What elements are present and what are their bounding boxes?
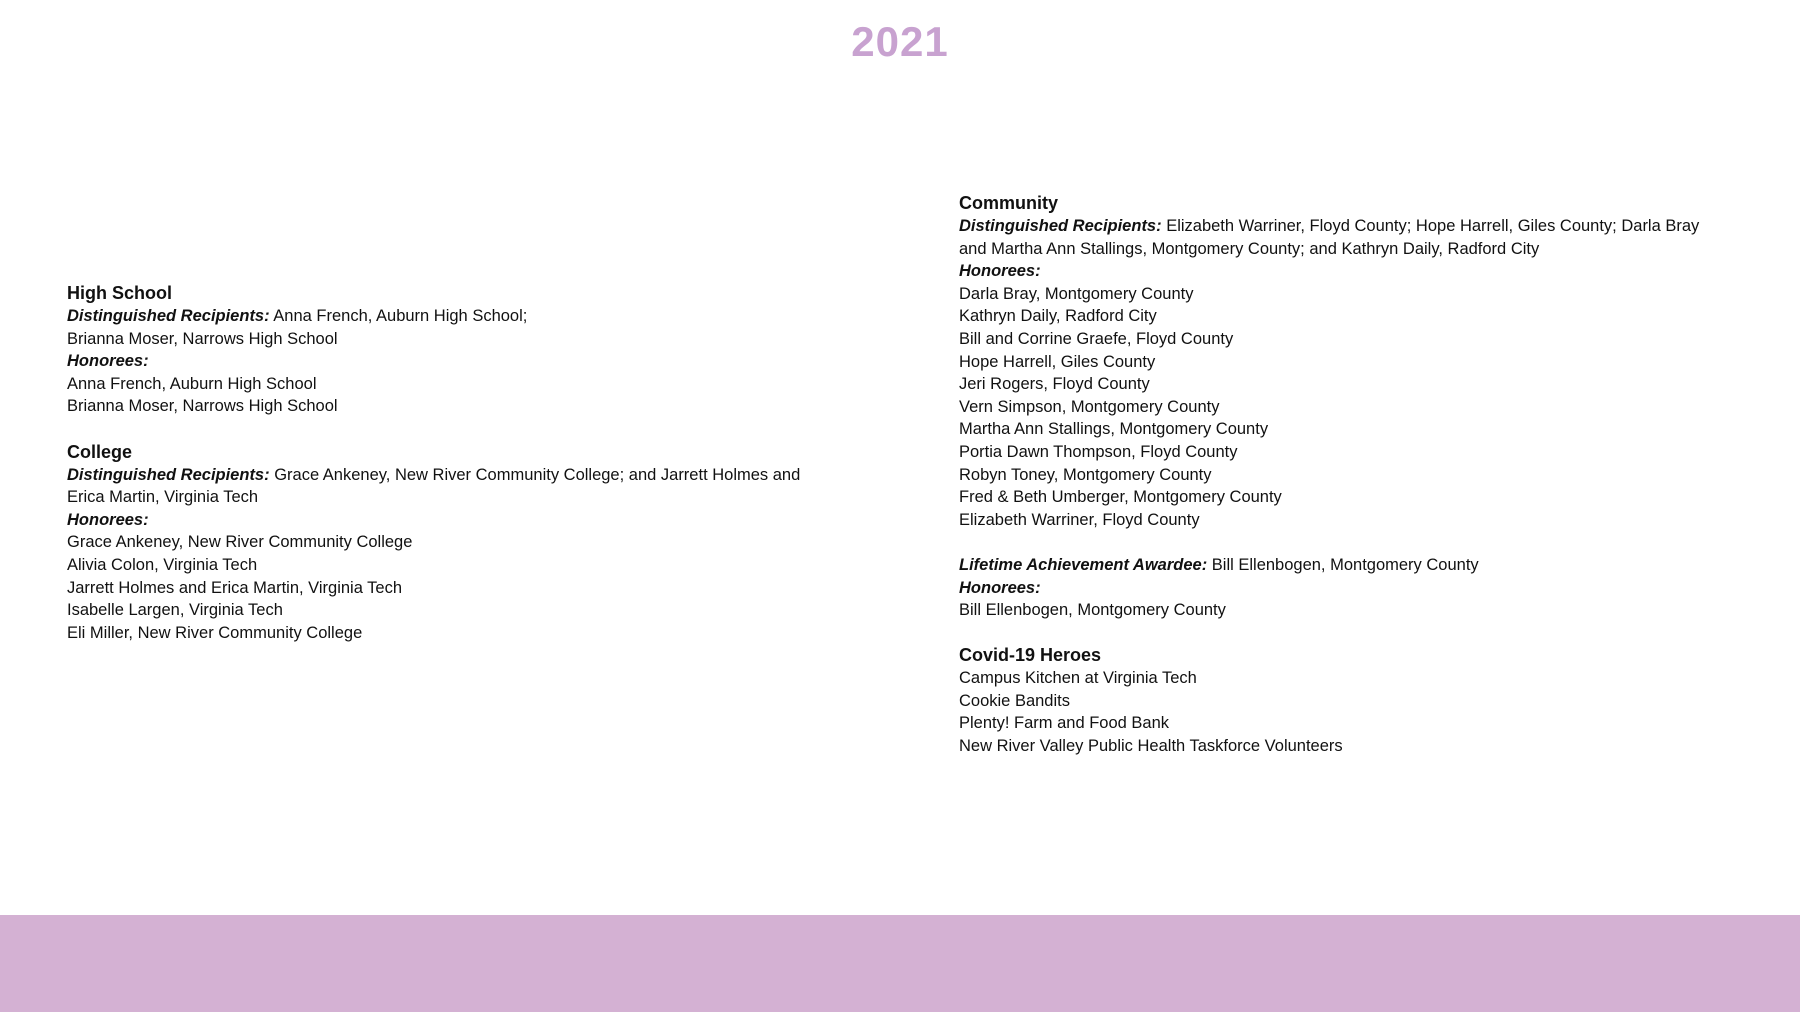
honorees-label: Honorees:: [67, 352, 149, 371]
hero-item: New River Valley Public Health Taskforce Volunteers: [959, 737, 1343, 756]
lifetime-label: Lifetime Achievement Awardee:: [959, 555, 1208, 574]
hero-item: Plenty! Farm and Food Bank: [959, 714, 1170, 733]
honoree-item: Martha Ann Stallings, Montgomery County: [959, 420, 1269, 439]
honoree-item: Brianna Moser, Narrows High School: [67, 397, 338, 416]
distinguished-label: Distinguished Recipients:: [67, 465, 270, 484]
honoree-item: Alivia Colon, Virginia Tech: [67, 555, 258, 574]
page-title: 2021: [851, 18, 949, 65]
section-heading: Community: [959, 193, 1058, 213]
section-heading: College: [67, 441, 133, 462]
section-heading: Covid-19 Heroes: [959, 645, 1102, 666]
honoree-item: Elizabeth Warriner, Floyd County: [959, 510, 1200, 529]
section-college: [67, 441, 847, 645]
left-column: [67, 282, 847, 667]
honorees-label: Honorees:: [67, 510, 149, 529]
distinguished-label: Distinguished Recipients:: [67, 307, 270, 325]
distinguished-label: Distinguished Recipients:: [959, 217, 1162, 235]
honorees-label: Honorees:: [959, 262, 1041, 281]
distinguished-text: Anna French, Auburn High School;: [269, 307, 528, 325]
honoree-item: Vern Simpson, Montgomery County: [959, 397, 1220, 416]
distinguished-text-cont: Brianna Moser, Narrows High School: [67, 329, 338, 348]
distinguished-recipients: [67, 464, 847, 487]
distinguished-recipients: [67, 305, 847, 328]
section-high-school: [67, 282, 847, 418]
distinguished-recipients: [959, 215, 1739, 238]
honoree-item: Anna French, Auburn High School: [67, 374, 317, 393]
honoree-item: Fred & Beth Umberger, Montgomery County: [959, 488, 1282, 507]
section-lifetime-achievement: [959, 554, 1739, 622]
footer-band: [0, 915, 1800, 1012]
section-covid-heroes: [959, 644, 1739, 757]
hero-item: Cookie Bandits: [959, 691, 1070, 710]
honoree-item: Isabelle Largen, Virginia Tech: [67, 601, 283, 620]
section-heading: High School: [67, 283, 172, 303]
distinguished-text: Elizabeth Warriner, Floyd County; Hope Harrell, Giles County; Darla Bray: [1161, 217, 1700, 235]
honoree-item: Darla Bray, Montgomery County: [959, 284, 1194, 303]
distinguished-text-cont: Erica Martin, Virginia Tech: [67, 488, 259, 507]
lifetime-awardee: [959, 554, 1739, 577]
honoree-item: Jarrett Holmes and Erica Martin, Virginia Tech: [67, 578, 403, 597]
honorees-label: Honorees:: [959, 578, 1041, 597]
honoree-item: Jeri Rogers, Floyd County: [959, 375, 1150, 394]
honoree-item: Bill Ellenbogen, Montgomery County: [959, 601, 1226, 620]
honoree-item: Eli Miller, New River Community College: [67, 623, 363, 642]
honoree-item: Hope Harrell, Giles County: [959, 352, 1156, 371]
section-community: [959, 192, 1739, 531]
distinguished-text: Grace Ankeney, New River Community College; and Jarrett Holmes and: [269, 465, 801, 484]
right-column: [959, 192, 1739, 780]
honoree-item: Kathryn Daily, Radford City: [959, 307, 1157, 326]
honoree-item: Portia Dawn Thompson, Floyd County: [959, 442, 1238, 461]
honoree-item: Bill and Corrine Graefe, Floyd County: [959, 329, 1234, 348]
lifetime-text: Bill Ellenbogen, Montgomery County: [1207, 555, 1479, 574]
honoree-item: Robyn Toney, Montgomery County: [959, 465, 1212, 484]
distinguished-text-cont: and Martha Ann Stallings, Montgomery County; and Kathryn Daily, Radford City: [959, 239, 1540, 258]
hero-item: Campus Kitchen at Virginia Tech: [959, 669, 1197, 688]
honoree-item: Grace Ankeney, New River Community College: [67, 533, 413, 552]
